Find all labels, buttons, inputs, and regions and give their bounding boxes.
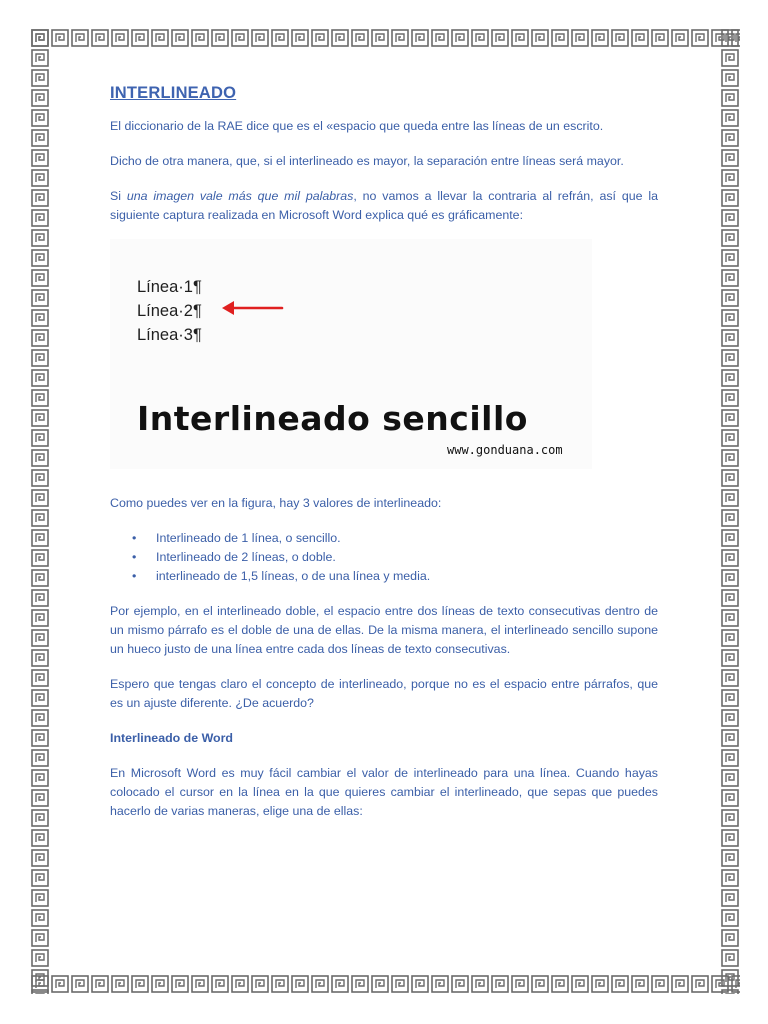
greek-key-border-left xyxy=(30,28,50,994)
figure-line-2: Línea·2¶ xyxy=(137,302,202,320)
figure-line-1: Línea·1¶ xyxy=(137,278,202,296)
greek-key-border-right xyxy=(720,28,740,994)
list-item: • interlineado de 1,5 líneas, o de una línea y media. xyxy=(156,567,658,586)
list-item: • Interlineado de 1 línea, o sencillo. xyxy=(156,529,658,548)
figure-caption: Interlineado sencillo xyxy=(137,399,528,438)
greek-key-border-top xyxy=(30,28,740,48)
paragraph-image-intro-pre: Si xyxy=(110,189,127,203)
figure-watermark-url: www.gonduana.com xyxy=(447,443,563,457)
greek-key-border-bottom xyxy=(30,974,740,994)
paragraph-example: Por ejemplo, en el interlineado doble, el espacio entre dos líneas de texto consecutivas dentro de un mismo párrafo es el doble de una de ellas. De la misma manera, el interlineado sencillo supone un hueco justo de una línea entre cada dos líneas de texto consecutivas. xyxy=(110,604,658,656)
paragraph-definition: El diccionario de la RAE dice que es el «espacio que queda entre las líneas de un escrito. xyxy=(110,119,604,133)
figure-line-3: Línea·3¶ xyxy=(137,326,202,344)
paragraph-word-howto: En Microsoft Word es muy fácil cambiar el valor de interlineado para una línea. Cuando hayas colocado el cursor en la línea en la que quieres cambiar el interlineado, que sepas que puedes hacerlo de varias maneras, elige una de ellas: xyxy=(110,766,658,818)
figure-lines xyxy=(137,275,202,347)
line-spacing-values-list xyxy=(110,529,658,586)
list-item: • Interlineado de 2 líneas, o doble. xyxy=(156,548,658,567)
document-body xyxy=(110,84,658,837)
subheading-word: Interlineado de Word xyxy=(110,731,233,745)
paragraph-clarification: Espero que tengas claro el concepto de interlineado, porque no es el espacio entre párrafos, que es un ajuste diferente. ¿De acuerdo? xyxy=(110,677,658,710)
paragraph-other-words: Dicho de otra manera, que, si el interlineado es mayor, la separación entre líneas será mayor. xyxy=(110,154,624,168)
red-left-arrow-icon xyxy=(218,299,288,317)
paragraph-image-intro xyxy=(110,187,658,225)
document-title: INTERLINEADO xyxy=(110,84,237,102)
line-spacing-figure xyxy=(110,239,592,469)
paragraph-image-intro-post: , no vamos a llevar la contraria al refrán, así que la siguiente captura realizada en Microsoft Word explica qué es gráficamente: xyxy=(110,189,658,222)
paragraph-image-intro-italic: una imagen vale más que mil palabras xyxy=(126,189,354,203)
paragraph-values-intro: Como puedes ver en la figura, hay 3 valores de interlineado: xyxy=(110,496,442,510)
